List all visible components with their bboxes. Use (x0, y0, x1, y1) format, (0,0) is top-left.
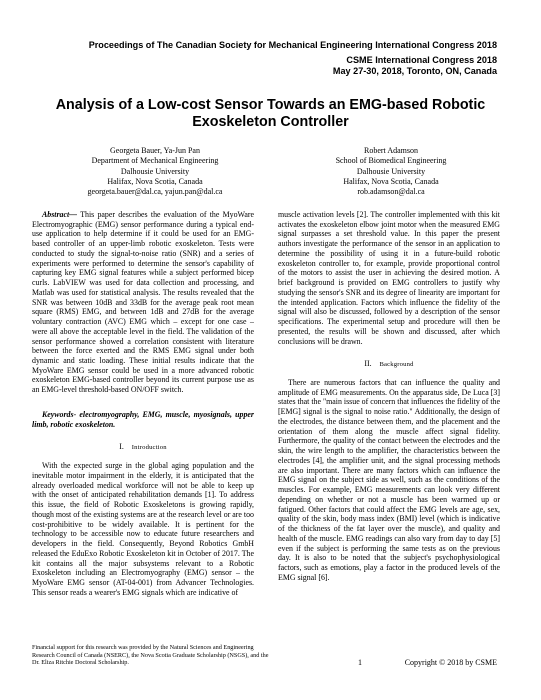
abstract (32, 210, 254, 395)
background-text: There are numerous factors that can influence the quality and amplitude of EMG measurements. On the apparatus side, De Luca [3] states that the "main issue of concern that influences the fidelity of the [EMG] signal is the signal to noise ratio." Additionally, the design of the electrodes, the distance between them, and the placement and the orientation of them along the muscle affect signal fidelity. Furthermore, the quality of the contact between the electrodes and the skin, the wire length to the amplifier, the characteristics between the electrodes [4], the amplifier unit, and the signal processing methods are also important. There are many factors which can influence the EMG signal on the subject side as well, such as the conditions of the muscles. For example, EMG measurements can look very different depending on whether or not a muscle has been warmed up or fatigued. Other factors that could affect the EMG levels are age, sex, quality of the skin, body mass index (BMI) level (which is indicative of the thickness of the fat layer over the muscle), and quality and health of the muscle. EMG readings can also vary from day to day [5] even if the subject is performing the same tests as on the previous day. It is also to be noted that the subject's psychophysiological factors, such as emotions, play a factor in the produced levels of the EMG signal [6]. (278, 378, 500, 582)
author-email: rob.adamson@dal.ca (357, 187, 425, 197)
keywords: Keywords- electromyography, EMG, muscle, myosignals, upper limb, robotic exoskeleton. (32, 409, 254, 429)
footnote: Financial support for this research was provided by the Natural Sciences and Engineering Research Council of Canada (NSERC), the Nova Scotia Graduate Scholarship (NSGS), and the Dr. Eliza Ritchie Doctoral Scholarship. (32, 644, 269, 667)
section-title: Background (379, 361, 414, 369)
proceedings-header: Proceedings of The Canadian Society for Mechanical Engineering International Congress 2018 (88, 40, 497, 50)
left-column (32, 210, 254, 597)
author-block-2 (280, 146, 502, 197)
author-university: Dalhousie University (356, 166, 426, 176)
author-block-1 (44, 146, 266, 197)
right-column (278, 210, 500, 582)
introduction-continued: muscle activation levels [2]. The controller implemented with this kit activates the exoskeleton elbow joint motor when the measured EMG signal surpasses a set threshold value. In this paper the present authors investigate the performance of the sensor in an application to determine the possibility of using it in a future-build robotic exoskeleton controller to, for example, provide proportional control of the motors to assist the user in achieving the desired motion. A brief background is provided on EMG controllers to justify why studying the sensor's SNR and its degree of linearity are important for the intended application. Factors which influence the fidelity of the signal will also be discussed, followed by a description of the sensor specifications. The experimental setup and procedure will then be presented, the results will be shown and discussed, after which conclusions will be drawn. (278, 210, 500, 346)
author-city: Halifax, Nova Scotia, Canada (107, 176, 203, 186)
section-title: Introduction (131, 444, 167, 452)
section-number: II. (364, 359, 372, 369)
congress-dates: May 27-30, 2018, Toronto, ON, Canada (332, 66, 497, 76)
author-name: Georgeta Bauer, Ya-Jun Pan (110, 146, 200, 155)
abstract-text: This paper describes the evaluation of the MyoWare Electromyographic (EMG) sensor performance during a typical end-use application to help determine if it could be used for an EMG-based controller of an upper-limb robotic exoskeleton. Tests were conducted to study the signal-to-noise ratio (SNR) and a series of experiments were performed to determine the sensor's capability of capturing key EMG signal features while a subject performed bicep curls. LabVIEW was used for data collection and processing, and Matlab was used for statistical analysis. The results revealed that the SNR was between 10dB and 33dB for the average peak root mean square (RMS) EMG, and between 1dB and 27dB for the average voluntary contraction (AVC) EMG which – except for one case – were all above the acceptable level in the field. The validation of the sensor performance showed a correlation consistent with literature between the force exerted and the RMS EMG signal under both dynamic and static loading. These initial results indicate that the MyoWare EMG sensor could be used in a more advanced robotic exoskeleton EMG-based controller beyond its current purpose use as an EMG-level threshold-based ON/OFF switch. (32, 210, 254, 395)
page-number: 1 (358, 658, 362, 667)
introduction-text: With the expected surge in the global aging population and the inevitable motor impairment in the elderly, it is anticipated that the already overloaded medical workforce will not be able to keep up with the onset of anticipated rehabilitation demands [1]. To address this issue, the field of Robotic Exoskeletons is growing rapidly, though most of the existing systems are at the research level or are too cost-prohibitive to be widely available. It is pertinent for the technology to be accessible now to educate future researchers and developers in the field. Consequently, Beyond Robotics GmbH released the EduExo Robotic Exoskeleton kit in October of 2017. The kit contains all the major subsystems relevant to a Robotic Exoskeleton including an Electromyography (EMG) sensor – the MyoWare EMG sensor (AT-04-001) from Advancer Technologies. This sensor reads a wearer's EMG signals which are indicative of (32, 461, 254, 597)
author-email: georgeta.bauer@dal.ca, yajun.pan@dal.ca (87, 187, 223, 197)
congress-name: CSME International Congress 2018 (346, 55, 497, 65)
author-department: Department of Mechanical Engineering (91, 156, 219, 166)
abstract-label: Abstract— (42, 210, 78, 219)
author-name: Robert Adamson (364, 146, 418, 155)
author-city: Halifax, Nova Scotia, Canada (343, 176, 439, 186)
section-heading-background (278, 359, 500, 370)
paper-title: Analysis of a Low-cost Sensor Towards an EMG-based Robotic Exoskeleton Controller (55, 97, 486, 130)
author-university: Dalhousie University (120, 166, 190, 176)
copyright: Copyright © 2018 by CSME (404, 658, 497, 667)
author-department: School of Biomedical Engineering (335, 156, 447, 166)
section-number: I. (119, 442, 124, 452)
section-heading-introduction (32, 442, 254, 453)
